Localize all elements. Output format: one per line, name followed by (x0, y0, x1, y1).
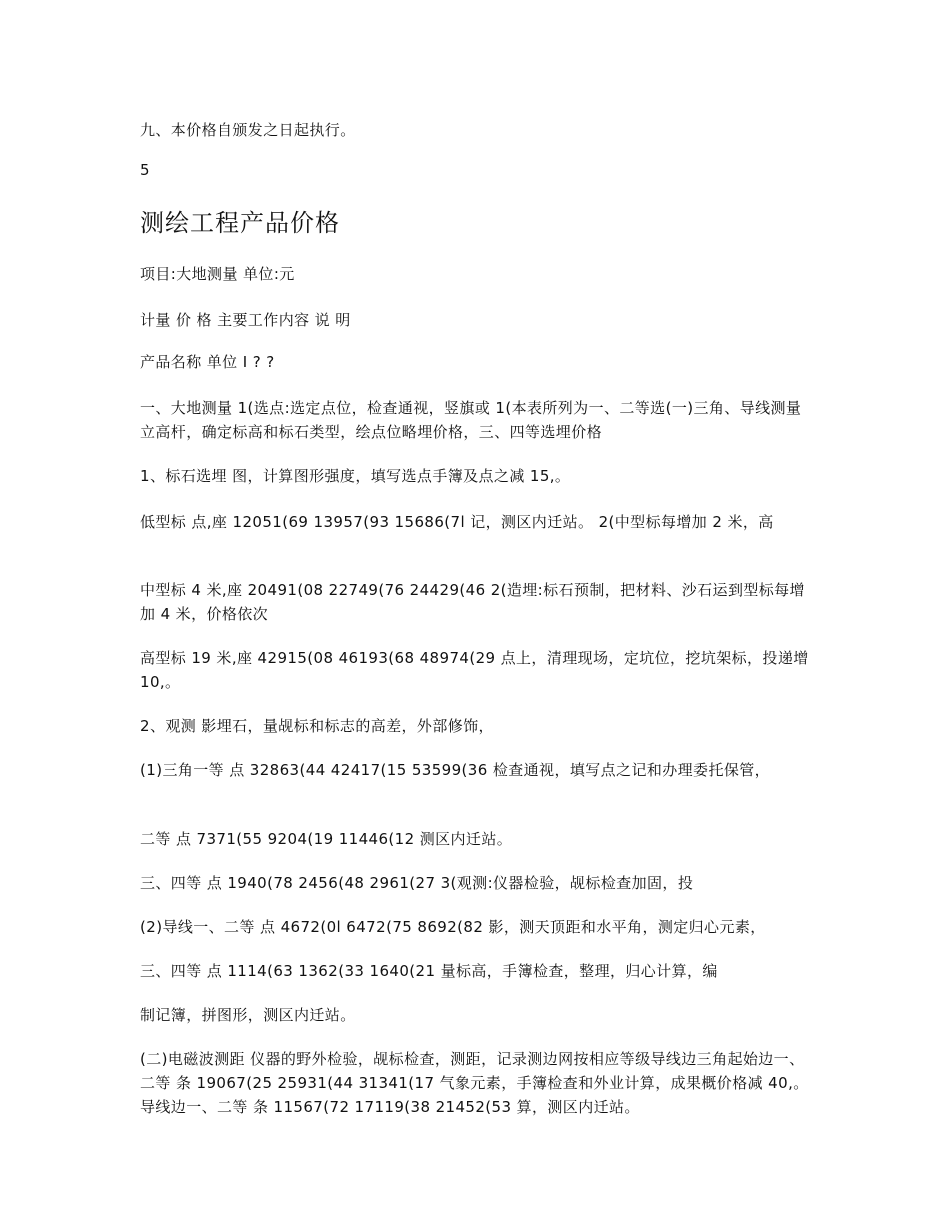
paragraph-marker-selection: 1、标石选埋 图，计算图形强度，填写选点手簿及点之减 15,。 (140, 467, 571, 485)
paragraph-columns: 计量 价 格 主要工作内容 说 明 (140, 311, 351, 329)
paragraph-traverse-third: 三、四等 点 1114(63 1362(33 1640(21 量标高，手簿检查，整理，归心计算，编 (140, 962, 718, 980)
paragraph-product-name: 产品名称 单位 I ? ? (140, 353, 275, 371)
page-number: 5 (140, 161, 150, 179)
paragraph-project: 项目:大地测量 单位:元 (140, 265, 295, 283)
paragraph-triangle-first: (1)三角一等 点 32863(44 42417(15 53599(36 检查通视，填写点之记和办理委托保管， (140, 761, 771, 779)
paragraph-record: 制记簿，拼图形，测区内迁站。 (140, 1006, 356, 1024)
paragraph-third-fourth: 三、四等 点 1940(78 2456(48 2961(27 3(观测:仪器检验，觇标检查加固，投 (140, 874, 694, 892)
paragraph-mid-marker: 中型标 4 米,座 20491(08 22749(76 24429(46 2(造埋:标石预制，把材料、沙石运到型标每增加 4 米，价格依次 (140, 581, 805, 623)
paragraph-low-marker: 低型标 点,座 12051(69 13957(93 15686(7l 记，测区内迁站。 2(中型标每增加 2 米，高 (140, 513, 774, 531)
paragraph-traverse: (2)导线一、二等 点 4672(0l 6472(75 8692(82 影，测天顶距和水平角，测定归心元素， (140, 918, 766, 936)
clause-nine: 九、本价格自颁发之日起执行。 (140, 121, 356, 139)
paragraph-second-class: 二等 点 7371(55 9204(19 11446(12 测区内迁站。 (140, 830, 513, 848)
document-title: 测绘工程产品价格 (140, 209, 340, 237)
paragraph-edm: (二)电磁波测距 仪器的野外检验，觇标检查，测距，记录测边网按相应等级导线边三角起始边一、二等 条 19067(25 25931(44 31341(17 气象元素，手簿检查和外业计算，成果概价格减 40,。 导线边一、二等 条 11567(72 17119(38 21452(53 算，测区内迁站。 (140, 1050, 809, 1116)
paragraph-geodetic: 一、大地测量 1(选点:选定点位，检查通视，竖旗或 1(本表所列为一、二等选(一)三角、导线测量 立高杆，确定标高和标石类型，绘点位略埋价格，三、四等选埋价格 (140, 399, 802, 441)
paragraph-high-marker: 高型标 19 米,座 42915(08 46193(68 48974(29 点上，清理现场，定坑位，挖坑架标，投递增 10,。 (140, 649, 809, 691)
paragraph-observation: 2、观测 影埋石，量觇标和标志的高差，外部修饰， (140, 717, 494, 735)
